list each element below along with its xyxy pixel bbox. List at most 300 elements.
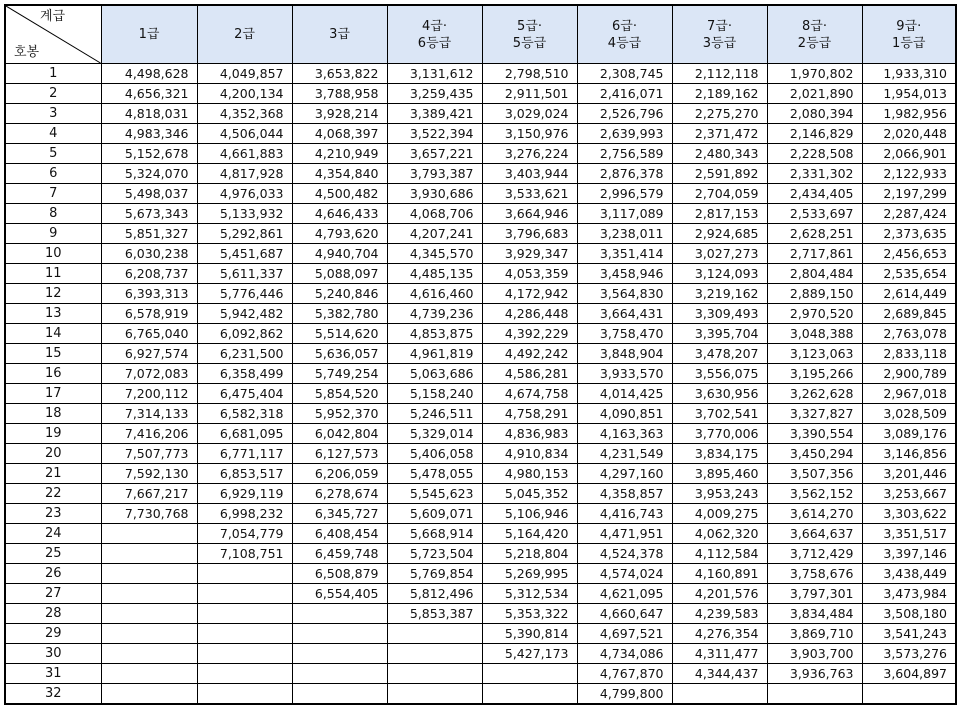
salary-cell: 3,869,710 (767, 624, 862, 644)
table-row (5, 284, 956, 304)
salary-cell: 5,063,686 (387, 364, 482, 384)
table-row (5, 664, 956, 684)
salary-cell: 3,123,063 (767, 344, 862, 364)
salary-cell: 5,329,014 (387, 424, 482, 444)
salary-cell: 4,799,800 (577, 684, 672, 705)
table-row (5, 244, 956, 264)
salary-cell: 4,172,942 (482, 284, 577, 304)
table-row (5, 484, 956, 504)
salary-cell: 5,769,854 (387, 564, 482, 584)
salary-cell: 3,438,449 (862, 564, 956, 584)
salary-cell: 2,197,299 (862, 184, 956, 204)
table-row (5, 444, 956, 464)
salary-cell: 5,609,071 (387, 504, 482, 524)
table-row (5, 404, 956, 424)
salary-cell: 5,478,055 (387, 464, 482, 484)
salary-cell: 7,507,773 (101, 444, 197, 464)
salary-cell: 5,353,322 (482, 604, 577, 624)
salary-cell: 4,163,363 (577, 424, 672, 444)
grade-header-line: 3급 (329, 27, 350, 42)
grade-header-8 (767, 5, 862, 64)
salary-cell (101, 684, 197, 705)
table-row (5, 324, 956, 344)
salary-cell: 6,206,059 (292, 464, 387, 484)
salary-cell: 3,124,093 (672, 264, 767, 284)
salary-cell (101, 584, 197, 604)
salary-cell: 3,541,243 (862, 624, 956, 644)
salary-cell: 3,664,431 (577, 304, 672, 324)
salary-cell: 4,853,875 (387, 324, 482, 344)
step-cell: 16 (5, 364, 101, 384)
salary-cell: 4,345,570 (387, 244, 482, 264)
salary-cell: 3,564,830 (577, 284, 672, 304)
salary-cell (387, 664, 482, 684)
salary-cell: 3,936,763 (767, 664, 862, 684)
salary-cell: 6,929,119 (197, 484, 292, 504)
salary-cell (197, 664, 292, 684)
table-row (5, 504, 956, 524)
salary-cell: 3,848,904 (577, 344, 672, 364)
salary-cell: 3,895,460 (672, 464, 767, 484)
salary-cell: 3,089,176 (862, 424, 956, 444)
salary-cell: 6,681,095 (197, 424, 292, 444)
salary-cell: 1,982,956 (862, 104, 956, 124)
salary-cell: 6,582,318 (197, 404, 292, 424)
salary-cell: 4,392,229 (482, 324, 577, 344)
salary-cell: 5,133,932 (197, 204, 292, 224)
grade-header-line: 2급 (234, 27, 255, 42)
grade-header-line: 1급 (138, 27, 160, 42)
salary-cell: 4,239,583 (672, 604, 767, 624)
table-row (5, 424, 956, 444)
salary-cell: 5,088,097 (292, 264, 387, 284)
salary-cell: 4,471,951 (577, 524, 672, 544)
salary-cell: 2,416,071 (577, 84, 672, 104)
salary-cell: 6,508,879 (292, 564, 387, 584)
salary-cell: 3,522,394 (387, 124, 482, 144)
step-cell: 26 (5, 564, 101, 584)
salary-cell: 3,117,089 (577, 204, 672, 224)
salary-cell (387, 684, 482, 705)
salary-cell: 4,961,819 (387, 344, 482, 364)
salary-cell: 1,954,013 (862, 84, 956, 104)
table-row (5, 604, 956, 624)
salary-cell: 4,498,628 (101, 64, 197, 84)
salary-cell: 3,630,956 (672, 384, 767, 404)
salary-cell: 7,108,751 (197, 544, 292, 564)
salary-cell: 2,535,654 (862, 264, 956, 284)
salary-cell: 6,358,499 (197, 364, 292, 384)
salary-cell: 3,834,175 (672, 444, 767, 464)
salary-cell: 4,210,949 (292, 144, 387, 164)
salary-cell: 3,262,628 (767, 384, 862, 404)
salary-cell: 2,112,118 (672, 64, 767, 84)
salary-cell: 2,628,251 (767, 224, 862, 244)
salary-cell: 3,276,224 (482, 144, 577, 164)
salary-cell: 5,673,343 (101, 204, 197, 224)
salary-cell: 4,976,033 (197, 184, 292, 204)
salary-cell: 3,146,856 (862, 444, 956, 464)
salary-cell: 5,292,861 (197, 224, 292, 244)
salary-cell (482, 664, 577, 684)
salary-cell: 4,910,834 (482, 444, 577, 464)
salary-cell: 5,514,620 (292, 324, 387, 344)
salary-cell: 3,259,435 (387, 84, 482, 104)
salary-cell: 3,796,683 (482, 224, 577, 244)
salary-cell: 4,661,883 (197, 144, 292, 164)
salary-cell: 5,668,914 (387, 524, 482, 544)
grade-header-7 (672, 5, 767, 64)
salary-cell: 4,354,840 (292, 164, 387, 184)
salary-cell: 3,351,517 (862, 524, 956, 544)
salary-cell: 3,933,570 (577, 364, 672, 384)
salary-cell: 3,238,011 (577, 224, 672, 244)
table-row (5, 264, 956, 284)
salary-cell: 5,269,995 (482, 564, 577, 584)
salary-cell: 7,667,217 (101, 484, 197, 504)
salary-cell: 5,382,780 (292, 304, 387, 324)
salary-cell: 3,027,273 (672, 244, 767, 264)
salary-cell: 5,723,504 (387, 544, 482, 564)
salary-cell: 6,765,040 (101, 324, 197, 344)
salary-cell: 2,526,796 (577, 104, 672, 124)
salary-cell (101, 564, 197, 584)
table-row (5, 124, 956, 144)
step-cell: 3 (5, 104, 101, 124)
salary-cell: 5,851,327 (101, 224, 197, 244)
salary-cell: 2,798,510 (482, 64, 577, 84)
salary-cell: 6,345,727 (292, 504, 387, 524)
step-cell: 9 (5, 224, 101, 244)
salary-cell: 3,604,897 (862, 664, 956, 684)
salary-cell (292, 684, 387, 705)
step-cell: 20 (5, 444, 101, 464)
salary-cell (101, 644, 197, 664)
salary-cell: 5,853,387 (387, 604, 482, 624)
salary-cell (292, 604, 387, 624)
salary-cell: 2,876,378 (577, 164, 672, 184)
salary-cell: 3,403,944 (482, 164, 577, 184)
salary-cell: 4,793,620 (292, 224, 387, 244)
step-cell: 29 (5, 624, 101, 644)
salary-cell: 4,656,321 (101, 84, 197, 104)
salary-cell: 3,029,024 (482, 104, 577, 124)
table-row (5, 84, 956, 104)
salary-cell: 3,219,162 (672, 284, 767, 304)
salary-cell: 2,967,018 (862, 384, 956, 404)
salary-cell: 5,152,678 (101, 144, 197, 164)
salary-cell: 6,853,517 (197, 464, 292, 484)
salary-cell: 3,507,356 (767, 464, 862, 484)
salary-cell: 4,358,857 (577, 484, 672, 504)
salary-cell: 3,450,294 (767, 444, 862, 464)
salary-cell: 6,030,238 (101, 244, 197, 264)
grade-header-9 (862, 5, 956, 64)
salary-cell: 2,021,890 (767, 84, 862, 104)
table-row (5, 304, 956, 324)
salary-cell: 2,717,861 (767, 244, 862, 264)
salary-cell: 4,980,153 (482, 464, 577, 484)
grade-header-1 (101, 5, 197, 64)
salary-cell: 4,660,647 (577, 604, 672, 624)
salary-cell: 1,933,310 (862, 64, 956, 84)
salary-cell: 4,286,448 (482, 304, 577, 324)
grade-header-line: 5등급 (512, 35, 547, 51)
salary-cell (197, 644, 292, 664)
salary-cell (101, 664, 197, 684)
salary-cell: 3,758,470 (577, 324, 672, 344)
salary-cell: 4,112,584 (672, 544, 767, 564)
step-label: 호봉 (14, 45, 40, 60)
grade-header-4 (387, 5, 482, 64)
salary-cell: 3,351,414 (577, 244, 672, 264)
grade-header-line: 9급· (896, 18, 922, 34)
salary-cell: 2,639,993 (577, 124, 672, 144)
salary-cell: 6,927,574 (101, 344, 197, 364)
salary-cell: 3,770,006 (672, 424, 767, 444)
salary-cell: 5,636,057 (292, 344, 387, 364)
salary-cell: 6,127,573 (292, 444, 387, 464)
salary-cell: 3,930,686 (387, 184, 482, 204)
step-cell: 13 (5, 304, 101, 324)
step-cell: 15 (5, 344, 101, 364)
salary-cell: 3,562,152 (767, 484, 862, 504)
salary-cell: 2,080,394 (767, 104, 862, 124)
salary-cell: 4,297,160 (577, 464, 672, 484)
step-cell: 25 (5, 544, 101, 564)
salary-cell: 3,397,146 (862, 544, 956, 564)
grade-header-line: 3등급 (702, 35, 737, 51)
grade-header-line: 5급· (517, 18, 542, 34)
salary-cell: 2,308,745 (577, 64, 672, 84)
grade-header-line: 6등급 (417, 35, 452, 51)
salary-cell: 5,611,337 (197, 264, 292, 284)
salary-cell (101, 544, 197, 564)
salary-cell (197, 564, 292, 584)
grade-header-6 (577, 5, 672, 64)
salary-cell: 3,928,214 (292, 104, 387, 124)
salary-cell: 2,970,520 (767, 304, 862, 324)
salary-cell: 2,331,302 (767, 164, 862, 184)
salary-cell: 6,231,500 (197, 344, 292, 364)
table-row (5, 644, 956, 664)
salary-cell: 6,554,405 (292, 584, 387, 604)
salary-cell: 4,053,359 (482, 264, 577, 284)
grade-header-line: 6급· (612, 18, 637, 34)
salary-cell: 4,311,477 (672, 644, 767, 664)
table-row (5, 224, 956, 244)
salary-cell: 4,983,346 (101, 124, 197, 144)
salary-cell (101, 624, 197, 644)
step-cell: 2 (5, 84, 101, 104)
table-row (5, 204, 956, 224)
salary-cell: 2,066,901 (862, 144, 956, 164)
table-row (5, 344, 956, 364)
salary-cell: 4,836,983 (482, 424, 577, 444)
table-row (5, 364, 956, 384)
salary-cell: 2,122,933 (862, 164, 956, 184)
salary-cell (197, 584, 292, 604)
salary-cell (197, 624, 292, 644)
salary-cell: 3,712,429 (767, 544, 862, 564)
salary-cell: 4,344,437 (672, 664, 767, 684)
salary-cell: 5,240,846 (292, 284, 387, 304)
salary-cell: 3,903,700 (767, 644, 862, 664)
salary-cell: 4,201,576 (672, 584, 767, 604)
salary-cell: 4,160,891 (672, 564, 767, 584)
salary-cell: 2,189,162 (672, 84, 767, 104)
salary-cell: 4,506,044 (197, 124, 292, 144)
salary-cell: 3,048,388 (767, 324, 862, 344)
table-row (5, 624, 956, 644)
salary-cell: 6,393,313 (101, 284, 197, 304)
salary-cell: 3,793,387 (387, 164, 482, 184)
salary-cell: 4,940,704 (292, 244, 387, 264)
salary-cell: 7,730,768 (101, 504, 197, 524)
step-cell: 11 (5, 264, 101, 284)
salary-cell (862, 684, 956, 705)
table-row (5, 464, 956, 484)
salary-cell: 3,389,421 (387, 104, 482, 124)
table-row (5, 684, 956, 705)
salary-cell: 2,480,343 (672, 144, 767, 164)
salary-cell: 6,475,404 (197, 384, 292, 404)
table-row (5, 584, 956, 604)
salary-cell: 3,788,958 (292, 84, 387, 104)
table-row (5, 384, 956, 404)
grade-label: 계급 (40, 9, 66, 24)
salary-cell: 4,646,433 (292, 204, 387, 224)
salary-cell: 4,817,928 (197, 164, 292, 184)
salary-cell: 4,276,354 (672, 624, 767, 644)
salary-cell: 4,068,397 (292, 124, 387, 144)
salary-cell: 3,508,180 (862, 604, 956, 624)
salary-cell: 7,072,083 (101, 364, 197, 384)
salary-cell (387, 624, 482, 644)
salary-cell: 3,702,541 (672, 404, 767, 424)
salary-cell: 2,020,448 (862, 124, 956, 144)
salary-cell: 6,771,117 (197, 444, 292, 464)
table-row (5, 524, 956, 544)
salary-cell: 5,498,037 (101, 184, 197, 204)
table-row (5, 564, 956, 584)
salary-cell: 1,970,802 (767, 64, 862, 84)
salary-cell: 2,924,685 (672, 224, 767, 244)
salary-cell: 4,049,857 (197, 64, 292, 84)
salary-cell: 6,408,454 (292, 524, 387, 544)
salary-cell: 5,427,173 (482, 644, 577, 664)
salary-cell: 3,028,509 (862, 404, 956, 424)
salary-cell: 2,817,153 (672, 204, 767, 224)
salary-cell: 2,434,405 (767, 184, 862, 204)
salary-table-container (4, 4, 957, 705)
salary-cell (197, 684, 292, 705)
salary-cell: 2,228,508 (767, 144, 862, 164)
step-cell: 17 (5, 384, 101, 404)
salary-cell: 4,068,706 (387, 204, 482, 224)
salary-cell: 3,253,667 (862, 484, 956, 504)
salary-cell: 4,090,851 (577, 404, 672, 424)
salary-cell: 4,574,024 (577, 564, 672, 584)
step-cell: 10 (5, 244, 101, 264)
salary-cell: 2,533,697 (767, 204, 862, 224)
grade-header-line: 7급· (707, 18, 732, 34)
salary-cell: 2,900,789 (862, 364, 956, 384)
salary-cell: 5,324,070 (101, 164, 197, 184)
salary-cell: 3,478,207 (672, 344, 767, 364)
salary-cell: 2,911,501 (482, 84, 577, 104)
salary-cell (101, 524, 197, 544)
salary-cell (101, 604, 197, 624)
salary-cell: 3,573,276 (862, 644, 956, 664)
table-row (5, 144, 956, 164)
salary-cell: 4,767,870 (577, 664, 672, 684)
salary-cell: 3,797,301 (767, 584, 862, 604)
salary-cell: 3,309,493 (672, 304, 767, 324)
salary-cell: 3,614,270 (767, 504, 862, 524)
salary-cell: 7,314,133 (101, 404, 197, 424)
step-cell: 7 (5, 184, 101, 204)
salary-cell: 3,653,822 (292, 64, 387, 84)
salary-cell: 5,776,446 (197, 284, 292, 304)
salary-cell: 3,953,243 (672, 484, 767, 504)
salary-cell: 4,524,378 (577, 544, 672, 564)
salary-cell: 5,451,687 (197, 244, 292, 264)
step-cell: 4 (5, 124, 101, 144)
table-body (5, 64, 956, 705)
salary-cell: 4,586,281 (482, 364, 577, 384)
salary-cell: 4,416,743 (577, 504, 672, 524)
salary-cell: 5,952,370 (292, 404, 387, 424)
salary-cell: 3,556,075 (672, 364, 767, 384)
salary-cell: 2,756,589 (577, 144, 672, 164)
table-row (5, 64, 956, 84)
salary-cell: 7,054,779 (197, 524, 292, 544)
table-row (5, 544, 956, 564)
salary-cell: 6,208,737 (101, 264, 197, 284)
salary-cell: 4,500,482 (292, 184, 387, 204)
grade-header-3 (292, 5, 387, 64)
salary-cell: 4,621,095 (577, 584, 672, 604)
salary-cell: 6,042,804 (292, 424, 387, 444)
salary-cell: 2,996,579 (577, 184, 672, 204)
step-cell: 21 (5, 464, 101, 484)
salary-cell: 5,158,240 (387, 384, 482, 404)
salary-cell: 5,218,804 (482, 544, 577, 564)
salary-cell: 3,664,637 (767, 524, 862, 544)
step-cell: 1 (5, 64, 101, 84)
salary-cell: 2,373,635 (862, 224, 956, 244)
salary-cell: 4,062,320 (672, 524, 767, 544)
salary-cell: 4,231,549 (577, 444, 672, 464)
salary-cell: 3,131,612 (387, 64, 482, 84)
step-cell: 8 (5, 204, 101, 224)
grade-header-line: 8급· (802, 18, 827, 34)
salary-cell: 5,812,496 (387, 584, 482, 604)
salary-cell: 3,473,984 (862, 584, 956, 604)
salary-cell: 5,390,814 (482, 624, 577, 644)
salary-cell (292, 644, 387, 664)
step-cell: 14 (5, 324, 101, 344)
table-row (5, 164, 956, 184)
salary-cell: 5,406,058 (387, 444, 482, 464)
salary-cell: 2,591,892 (672, 164, 767, 184)
salary-cell: 7,416,206 (101, 424, 197, 444)
salary-cell (482, 684, 577, 705)
step-cell: 27 (5, 584, 101, 604)
step-cell: 32 (5, 684, 101, 705)
salary-cell (767, 684, 862, 705)
